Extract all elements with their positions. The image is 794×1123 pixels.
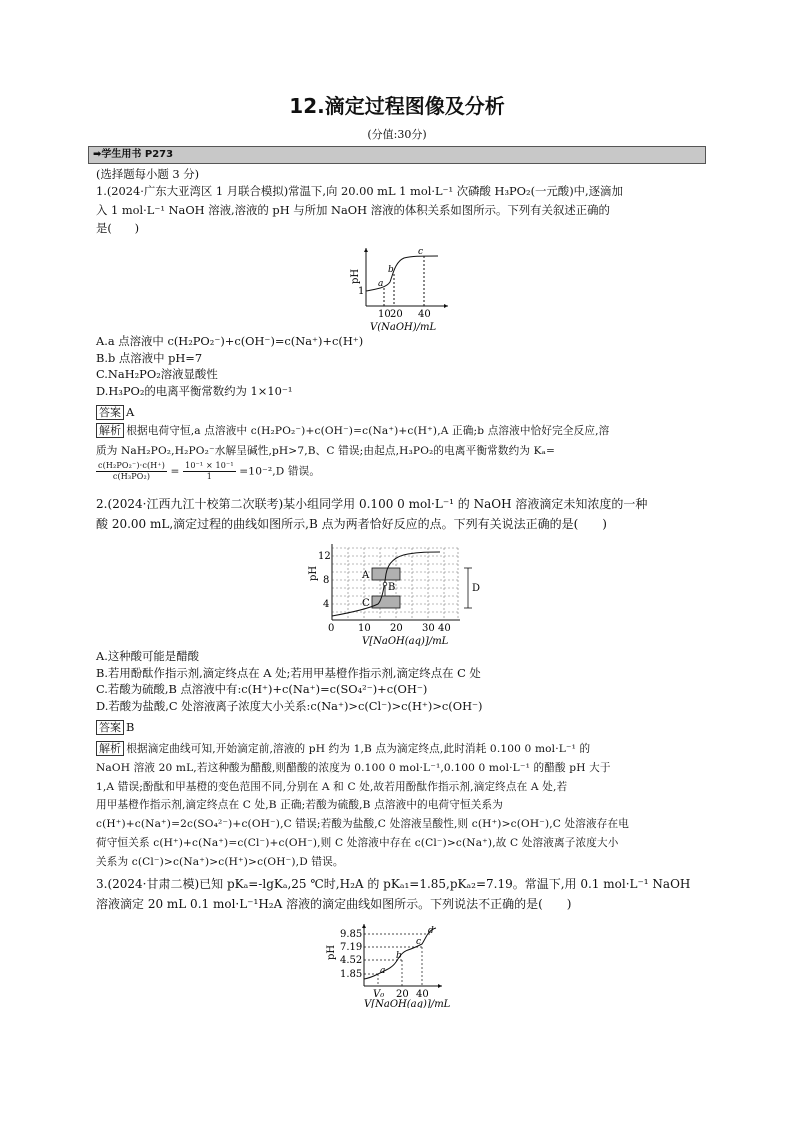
explain-line: 根据电荷守恒,a 点溶液中 c(H₂PO₂⁻)+c(OH⁻)=c(Na⁺)+c(H⁺),A 正确;b 点溶液中恰好完全反应,溶 — [126, 425, 610, 437]
q2-xtick: 40 — [438, 623, 451, 634]
q1-xtick: 10 — [378, 309, 391, 320]
q1-option-c[interactable]: C.NaH₂PO₂溶液显酸性 — [96, 367, 218, 381]
q3-ytick: 1.85 — [340, 969, 363, 980]
q2-xtick: 0 — [328, 623, 335, 634]
q3-xtick: 40 — [416, 989, 429, 1000]
answer-label: 答案 — [96, 405, 124, 420]
q2-point-d: D — [472, 583, 481, 594]
q3-point-d: d — [428, 926, 434, 936]
explain-line: 质为 NaH₂PO₂,H₂PO₂⁻水解呈碱性,pH>7,B、C 错误;由起点,H₃PO₂的电离平衡常数约为 Kₐ= — [96, 444, 555, 457]
q1-point-c: c — [418, 247, 424, 257]
q3-ytick: 9.85 — [340, 929, 363, 940]
q1-xtick: 20 — [390, 309, 403, 320]
explain-line: 关系为 c(Cl⁻)>c(Na⁺)>c(H⁺)>c(OH⁻),D 错误。 — [96, 855, 344, 868]
fraction: $\frac{\text{10⁻¹ × 10⁻¹}}{1}$ — [185, 461, 234, 481]
q1-ytick: 1 — [358, 286, 365, 297]
q2-point-a: A — [362, 570, 370, 581]
q1-xtick: 40 — [418, 309, 431, 320]
q1-chart — [340, 244, 460, 334]
q3-chart — [318, 922, 468, 1008]
fraction: $\frac{\text{c(H₂PO₂⁻)·c(H⁺)}}{\text{c(H₃PO₂)}}$ — [98, 461, 165, 481]
q3-ylabel: pH — [326, 944, 337, 960]
q1-point-a: a — [378, 279, 384, 289]
q2-point-b: B — [388, 582, 396, 593]
explain-line: 荷守恒关系 c(H⁺)+c(Na⁺)=c(Cl⁻)+c(OH⁻),则 C 处溶液中存在 c(Cl⁻)>c(Na⁺),故 C 处溶液离子浓度大小 — [96, 836, 619, 849]
explain-line: 根据滴定曲线可知,开始滴定前,溶液的 pH 约为 1,B 点为滴定终点,此时消耗 0.100 0 mol·L⁻¹ 的 — [126, 743, 591, 755]
q2-point-c: C — [362, 598, 370, 609]
q2-options — [96, 648, 696, 714]
explain-line: 1,A 错误;酚酞和甲基橙的变色范围不同,分别在 A 和 C 处,故若用酚酞作指示剂,滴定终点在 A 处,若 — [96, 780, 568, 793]
note: (选择题每小题 3 分) — [96, 167, 200, 181]
q3-xtick: 20 — [396, 989, 409, 1000]
q2-option-b[interactable]: B.若用酚酞作指示剂,滴定终点在 A 处;若用甲基橙作指示剂,滴定终点在 C 处 — [96, 665, 481, 680]
q2-xtick: 10 — [358, 623, 371, 634]
explain-line: 用甲基橙作指示剂,滴定终点在 C 处,B 正确;若酸为硫酸,B 点溶液中的电荷守恒关系为 — [96, 799, 504, 812]
q1-point-b: b — [388, 265, 394, 275]
q1-stem-line: 入 1 mol·L⁻¹ NaOH 溶液,溶液的 pH 与所加 NaOH 溶液的体积关系如图所示。下列有关叙述正确的 — [96, 202, 610, 217]
q2-option-d[interactable]: D.若酸为盐酸,C 处溶液离子浓度大小关系:c(Na⁺)>c(Cl⁻)>c(H⁺)>c(OH⁻) — [96, 698, 483, 713]
q2-region-c — [372, 596, 400, 608]
q2-ytick: 4 — [323, 599, 330, 610]
explain-line: =10⁻²,D 错误。 — [239, 465, 321, 478]
q2-stem — [96, 494, 696, 534]
q2-ylabel: pH — [308, 565, 319, 581]
q1-stem — [96, 183, 696, 237]
q1-explanation: 解析 根据电荷守恒,a 点溶液中 c(H₂PO₂⁻)+c(OH⁻)=c(Na⁺)+c(H⁺),A 正确;b 点溶液中恰好完全反应,溶 质为 NaH₂PO₂,H₂PO₂⁻水解呈碱性,pH>7,B、C 错误;由起点,H₃PO₂的电离平衡常数约为 Kₐ= $\frac{\text{c(H₂PO₂⁻)·c(H⁺)}}{\text{c(H₃PO₂)}}$ = $\frac{\text{10⁻¹ × 10⁻¹}}{1}$ =10⁻²,D 错误。 — [96, 423, 696, 482]
q2-option-a[interactable]: A.这种酸可能是醋酸 — [96, 649, 199, 663]
explain-label: 解析 — [96, 423, 124, 438]
q3-xtick: V₀ — [373, 989, 385, 1000]
q2-answer — [96, 719, 696, 736]
answer-label: 答案 — [96, 720, 124, 735]
q2-chart — [304, 540, 494, 648]
q2-xtick: 20 — [390, 623, 403, 634]
explain-line: NaOH 溶液 20 mL,若这种酸为醋酸,则醋酸的浓度为 0.100 0 mol·L⁻¹,0.100 0 mol·L⁻¹ 的醋酸 pH 大于 — [96, 761, 611, 774]
q2-ytick: 12 — [318, 551, 331, 562]
q3-point-a: a — [380, 966, 386, 976]
q2-explanation — [96, 740, 696, 872]
q1-options — [96, 333, 696, 399]
q2-xlabel: V[NaOH(aq)]/mL — [362, 636, 449, 647]
q3-stem — [96, 874, 696, 914]
q1-answer — [96, 404, 696, 421]
section-bar: ➡学生用书 P273 — [88, 146, 706, 164]
answer-value: B — [126, 720, 135, 734]
q2-xtick: 30 — [422, 623, 435, 634]
q3-point-c: c — [416, 937, 422, 947]
q2-stem-line: 2.(2024·江西九江十校第二次联考)某小组同学用 0.100 0 mol·L⁻¹ 的 NaOH 溶液滴定未知浓度的一种 — [96, 497, 648, 511]
q3-stem-line: 溶液滴定 20 mL 0.1 mol·L⁻¹H₂A 溶液的滴定曲线如图所示。下列说法不正确的是( ) — [96, 897, 572, 911]
q1-option-b[interactable]: B.b 点溶液中 pH=7 — [96, 350, 203, 365]
q2-stem-line: 酸 20.00 mL,滴定过程的曲线如图所示,B 点为两者恰好反应的点。下列有关说法正确的是( ) — [96, 517, 607, 531]
q1-ylabel: pH — [350, 268, 361, 284]
q1-xlabel: V(NaOH)/mL — [370, 322, 437, 333]
q2-option-c[interactable]: C.若酸为硫酸,B 点溶液中有:c(H⁺)+c(Na⁺)=c(SO₄²⁻)+c(OH⁻) — [96, 682, 428, 696]
explain-label: 解析 — [96, 741, 124, 756]
score-note: (分值:30分) — [367, 128, 427, 141]
q3-ytick: 7.19 — [340, 942, 363, 953]
q1-option-a[interactable]: A.a 点溶液中 c(H₂PO₂⁻)+c(OH⁻)=c(Na⁺)+c(H⁺) — [96, 334, 364, 348]
explain-line: c(H⁺)+c(Na⁺)=2c(SO₄²⁻)+c(OH⁻),C 错误;若酸为盐酸,C 处溶液呈酸性,则 c(H⁺)>c(OH⁻),C 处溶液存在电 — [96, 818, 629, 831]
q3-point-b: b — [396, 951, 402, 961]
answer-value: A — [126, 405, 135, 419]
q3-xlabel: V[NaOH(aq)]/mL — [364, 999, 451, 1008]
q1-stem-line: 是( ) — [96, 221, 140, 235]
q3-stem-line: 3.(2024·甘肃二模)已知 pKₐ=-lgKₐ,25 ℃时,H₂A 的 pKₐ₁=1.85,pKₐ₂=7.19。常温下,用 0.1 mol·L⁻¹ NaOH — [96, 877, 691, 891]
q3-ytick: 4.52 — [340, 955, 363, 966]
q2-point-b-mark — [383, 582, 387, 586]
page-title: 12.滴定过程图像及分析 — [289, 94, 505, 118]
q1-option-d[interactable]: D.H₃PO₂的电离平衡常数约为 1×10⁻¹ — [96, 383, 293, 398]
q1-curve — [366, 256, 438, 291]
q2-ytick: 8 — [323, 575, 330, 586]
q1-stem-line: 1.(2024·广东大亚湾区 1 月联合模拟)常温下,向 20.00 mL 1 mol·L⁻¹ 次磷酸 H₃PO₂(一元酸)中,逐滴加 — [96, 184, 623, 198]
